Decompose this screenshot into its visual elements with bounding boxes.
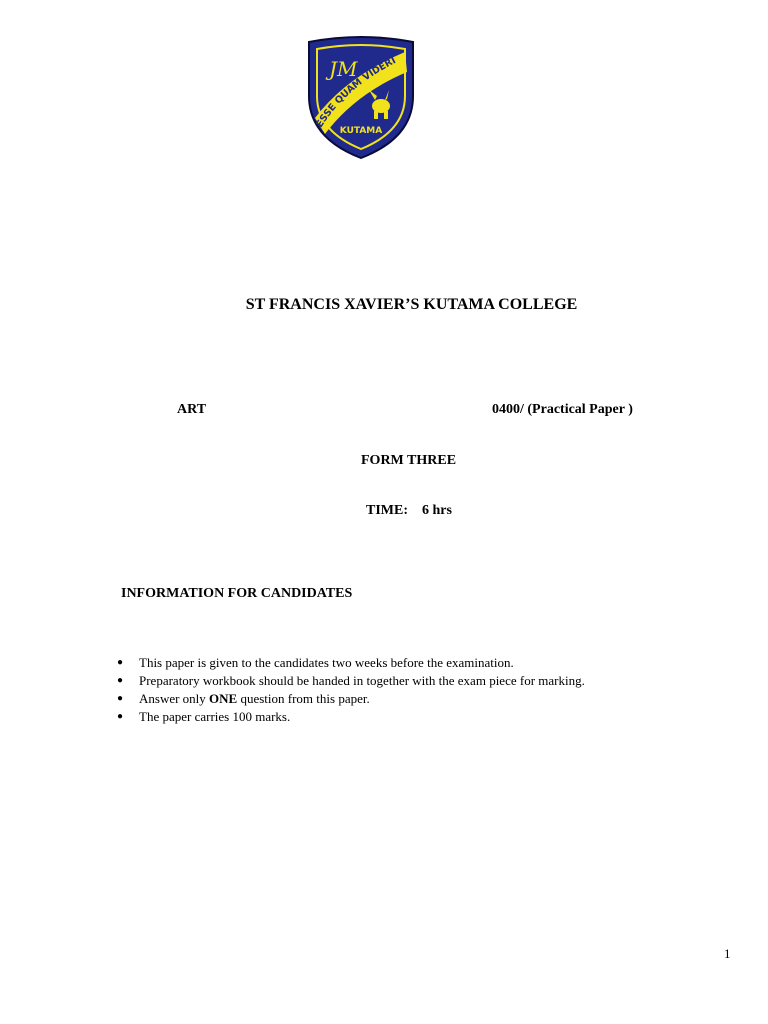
list-item-text-before: Answer only: [139, 691, 210, 706]
list-item-text-after: question from this paper.: [237, 691, 370, 706]
form-level: FORM THREE: [361, 453, 457, 468]
list-item: [117, 708, 585, 726]
list-item-text: This paper is given to the candidates two weeks before the examination.: [139, 655, 514, 670]
bullet-icon: ●: [117, 675, 124, 686]
page-number: 1: [724, 946, 731, 961]
time-row: [366, 503, 452, 519]
school-name-title: ST FRANCIS XAVIER’S KUTAMA COLLEGE: [245, 296, 578, 313]
crest-monogram: JM: [329, 57, 358, 81]
time-label: TIME:: [366, 503, 408, 518]
list-item: [117, 672, 585, 690]
list-item-emphasis: ONE: [209, 691, 238, 706]
time-value: 6 hrs: [422, 503, 452, 518]
list-item-text: Preparatory workbook should be handed in together with the exam piece for marking.: [139, 673, 585, 688]
bullet-icon: ●: [117, 711, 124, 722]
bullet-icon: ●: [117, 693, 124, 704]
info-heading: INFORMATION FOR CANDIDATES: [121, 586, 353, 601]
crest-name: KUTAMA: [339, 126, 383, 136]
school-crest-logo: [301, 32, 421, 160]
info-list: [117, 654, 585, 726]
paper-code: 0400/ (Practical Paper ): [492, 402, 633, 417]
bullet-icon: ●: [117, 657, 124, 668]
list-item: [117, 690, 585, 708]
subject-label: ART: [177, 402, 207, 417]
list-item: [117, 654, 585, 672]
crest-motto: ESSE QUAM VIDERI: [314, 55, 398, 130]
list-item-text: The paper carries 100 marks.: [139, 709, 291, 724]
